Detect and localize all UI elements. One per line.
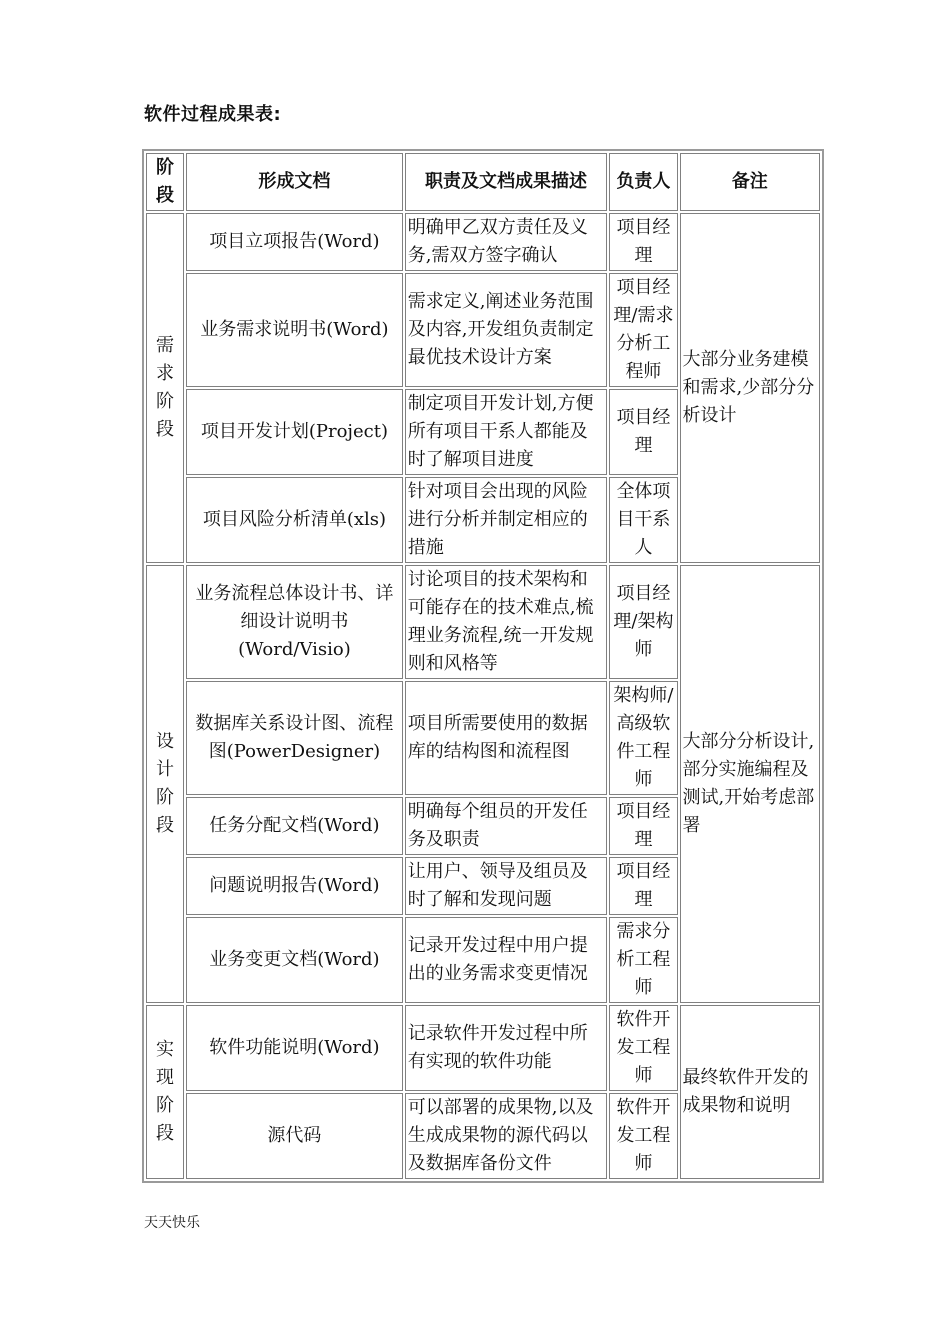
header-owner: 负责人 [609,153,677,211]
owner-cell: 项目经理/架构师 [609,565,677,679]
note-cell: 最终软件开发的成果物和说明 [680,1005,820,1179]
owner-cell: 项目经理 [609,213,677,271]
header-desc: 职责及文档成果描述 [405,153,608,211]
desc-cell: 需求定义,阐述业务范围及内容,开发组负责制定最优技术设计方案 [405,273,608,387]
stage-cell: 设计阶段 [146,565,184,1003]
table-row [146,213,820,271]
note-cell: 大部分业务建模和需求,少部分分析设计 [680,213,820,563]
doc-cell: 项目立项报告(Word) [186,213,403,271]
owner-cell: 软件开发工程师 [609,1093,677,1179]
desc-cell: 制定项目开发计划,方便所有项目干系人都能及时了解项目进度 [405,389,608,475]
owner-cell: 架构师/高级软件工程师 [609,681,677,795]
doc-cell: 项目风险分析清单(xls) [186,477,403,563]
owner-cell: 项目经理/需求分析工程师 [609,273,677,387]
stage-cell: 需求阶段 [146,213,184,563]
note-cell: 大部分分析设计,部分实施编程及测试,开始考虑部署 [680,565,820,1003]
desc-cell: 记录软件开发过程中所有实现的软件功能 [405,1005,608,1091]
owner-cell: 需求分析工程师 [609,917,677,1003]
desc-cell: 针对项目会出现的风险进行分析并制定相应的措施 [405,477,608,563]
doc-cell: 业务流程总体设计书、详细设计说明书(Word/Visio) [186,565,403,679]
table-row [146,1005,820,1091]
doc-cell: 项目开发计划(Project) [186,389,403,475]
desc-cell: 讨论项目的技术架构和可能存在的技术难点,梳理业务流程,统一开发规则和风格等 [405,565,608,679]
doc-cell: 问题说明报告(Word) [186,857,403,915]
desc-cell: 记录开发过程中用户提出的业务需求变更情况 [405,917,608,1003]
stage-cell: 实现阶段 [146,1005,184,1179]
header-row [146,153,820,211]
desc-cell: 明确甲乙双方责任及义务,需双方签字确认 [405,213,608,271]
owner-cell: 软件开发工程师 [609,1005,677,1091]
doc-cell: 源代码 [186,1093,403,1179]
owner-cell: 全体项目干系人 [609,477,677,563]
process-results-table [142,149,824,1183]
page-footer: 天天快乐 [144,1215,200,1231]
doc-cell: 任务分配文档(Word) [186,797,403,855]
doc-cell: 业务变更文档(Word) [186,917,403,1003]
header-stage: 阶段 [146,153,184,211]
owner-cell: 项目经理 [609,857,677,915]
header-doc: 形成文档 [186,153,403,211]
owner-cell: 项目经理 [609,797,677,855]
header-note: 备注 [680,153,820,211]
desc-cell: 可以部署的成果物,以及生成成果物的源代码以及数据库备份文件 [405,1093,608,1179]
table-row [146,565,820,679]
desc-cell: 项目所需要使用的数据库的结构图和流程图 [405,681,608,795]
doc-cell: 数据库关系设计图、流程图(PowerDesigner) [186,681,403,795]
desc-cell: 明确每个组员的开发任务及职责 [405,797,608,855]
doc-cell: 业务需求说明书(Word) [186,273,403,387]
document-title: 软件过程成果表: [144,104,282,125]
desc-cell: 让用户、领导及组员及时了解和发现问题 [405,857,608,915]
owner-cell: 项目经理 [609,389,677,475]
doc-cell: 软件功能说明(Word) [186,1005,403,1091]
